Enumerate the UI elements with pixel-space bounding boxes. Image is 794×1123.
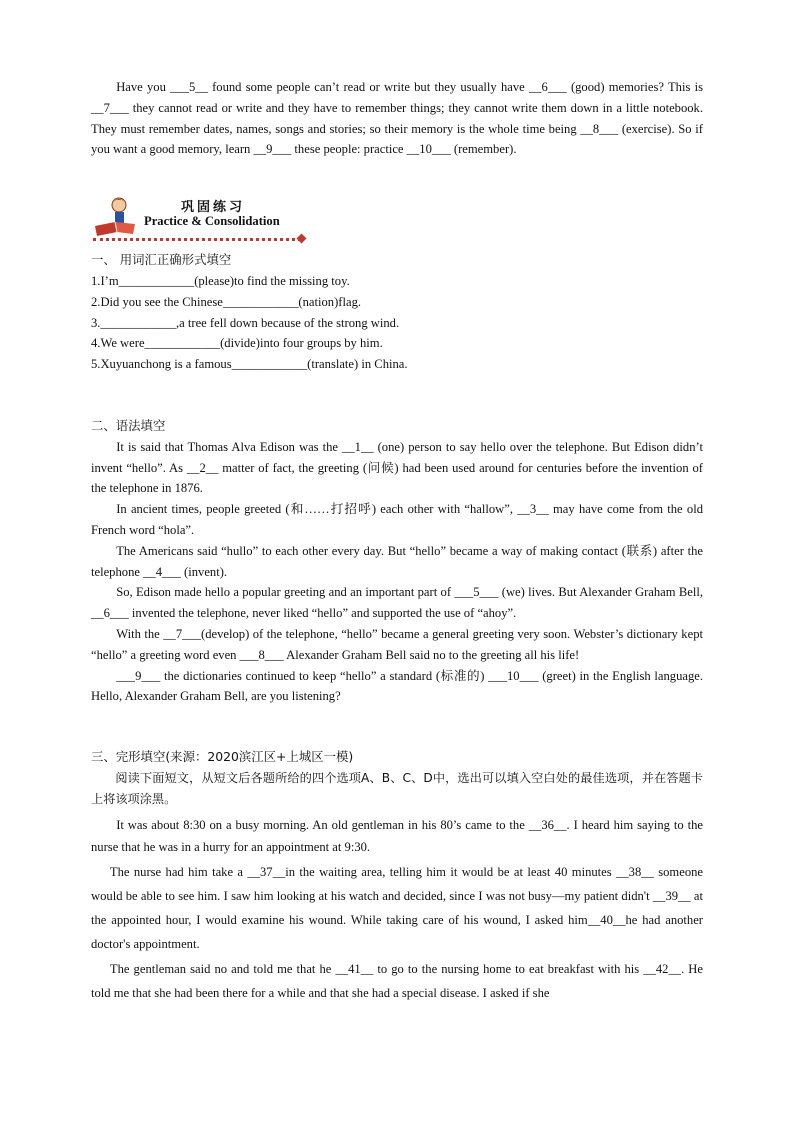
list-item: 1.I’m____________(please)to find the missing toy. xyxy=(91,273,350,288)
cloze-paragraph: The gentleman said no and told me that he __41__ to go to the nursing home to eat breakfast with his __42__. He told me that she had been there for a while and that she had a special disease. I asked if she xyxy=(91,961,703,1000)
list-item: 4.We were____________(divide)into four groups by him. xyxy=(91,336,383,351)
grammar-paragraph: So, Edison made hello a popular greeting and an important part of ___5___ (we) lives. But Alexander Graham Bell, __6___ invented the telephone, never liked “hello” and supported the use of “ahoy”. xyxy=(91,585,703,621)
grammar-paragraph: The Americans said “hullo” to each other every day. But “hello” became a way of making contact (联系) after the telephone __4___ (invent). xyxy=(91,543,703,579)
cloze-paragraph: It was about 8:30 on a busy morning. An old gentleman in his 80’s came to the __36__. I heard him saying to the nurse that he was in a hurry for an appointment at 9:30. xyxy=(91,817,703,855)
grammar-paragraph: It is said that Thomas Alva Edison was the __1__ (one) person to say hello over the telephone. But Edison didn’t invent “hello”. As __2__ matter of fact, the greeting (问候) had been used around for centuries before the invention of the telephone in 1876. xyxy=(91,439,703,496)
list-item: 2.Did you see the Chinese____________(nation)flag. xyxy=(91,294,362,309)
banner-title-zh: 巩固练习 xyxy=(181,200,246,216)
banner-title-en: Practice & Consolidation xyxy=(144,214,280,229)
grammar-paragraph: In ancient times, people greeted (和……打招呼) each other with “hallow”, __3__ may have come from the old French word “hola”. xyxy=(91,502,703,537)
student-reading-book-icon xyxy=(91,194,139,238)
banner-divider xyxy=(93,238,301,241)
grammar-paragraph: With the __7___(develop) of the telephone, “hello” became a general greeting very soon. Webster’s dictionary kept “hello” a greeting word even ___8___ Alexander Graham Bell said no to the greeting all his life! xyxy=(91,626,703,662)
section-2-title: 二、语法填空 xyxy=(91,417,166,433)
grammar-paragraph: ___9___ the dictionaries continued to keep “hello” a standard (标准的) ___10___ (greet) in the English language. Hello, Alexander Graham Bell, are you listening? xyxy=(91,668,703,704)
banner-diamond-icon xyxy=(297,234,307,244)
section-3-title: 三、完形填空(来源：2020滨江区+上城区一模) xyxy=(91,749,354,765)
cloze-instruction: 阅读下面短文，从短文后各题所给的四个选项A、B、C、D中，选出可以填入空白处的最佳选项，并在答题卡上将该项涂黑。 xyxy=(91,770,703,806)
list-item: 5.Xuyuanchong is a famous____________(translate) in China. xyxy=(91,357,408,372)
cloze-paragraph: The nurse had him take a __37__in the waiting area, telling him it would be at least 40 minutes __38__ someone would be able to see him. I saw him looking at his watch and decided, since I was not busy—my patient didn't __39__ at the appointed hour, I would examine his wound. While taking care of his wound, I asked him__40__he had another doctor's appointment. xyxy=(91,864,703,951)
reading-passage-paragraph: Have you ___5__ found some people can’t read or write but they usually have __6___ (good) memories? This is __7___ they cannot read or write and they have to remember things; they cannot write them down in a little notebook. They must remember dates, names, songs and stories; so their memory is the whole time being __8___ (exercise). So if you want a good memory, learn __9___ these people: practice __10___ (remember). xyxy=(91,80,703,157)
section-1-items xyxy=(91,271,703,375)
section-banner xyxy=(91,190,703,248)
document-page xyxy=(91,0,703,1005)
list-item: 3.____________,a tree fell down because of the strong wind. xyxy=(91,315,400,330)
section-1-title: 一、 用词汇正确形式填空 xyxy=(91,252,232,268)
